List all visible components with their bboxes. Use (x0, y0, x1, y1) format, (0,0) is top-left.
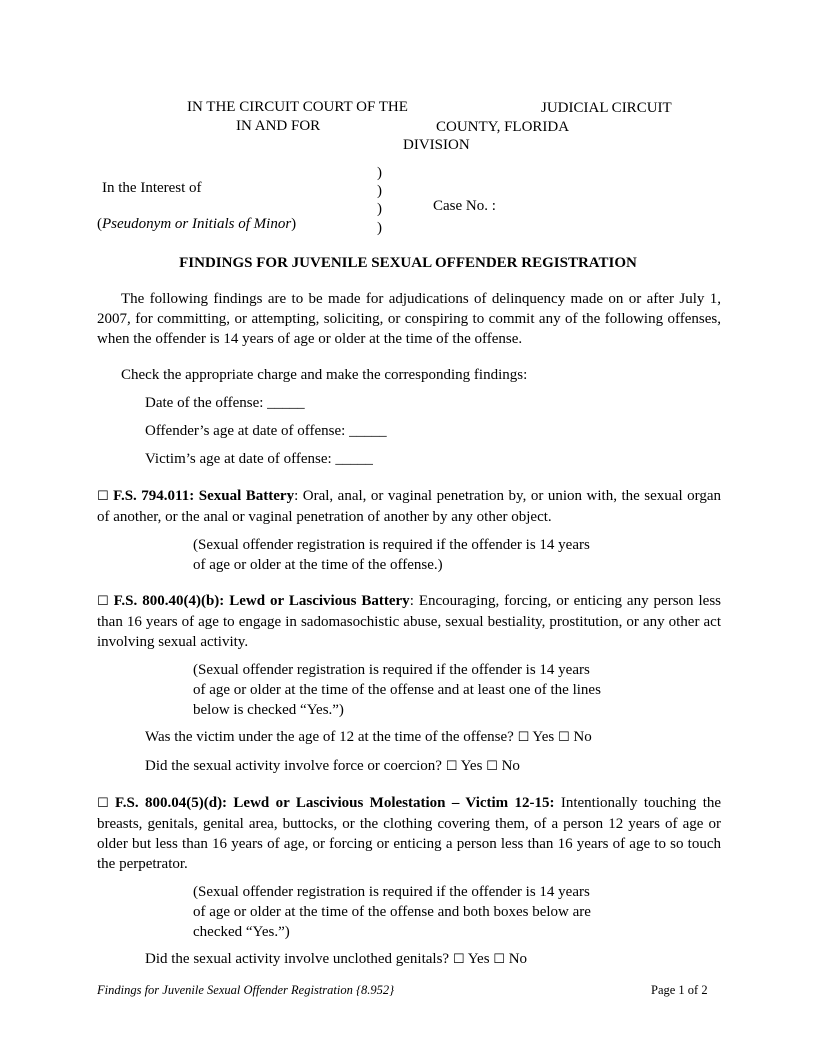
lewd-battery-checkbox[interactable]: ☐ (97, 594, 109, 609)
caption-paren: ) (377, 165, 382, 181)
section-heading: F.S. 800.40(4)(b): Lewd or Lascivious Battery (113, 593, 410, 609)
section-lewd-molestation: ☐ F.S. 800.04(5)(d): Lewd or Lascivious Molestation – Victim 12-15: Intentionally touching the breasts, genitals, genital area, buttocks, or the clothing covering them, of a person 12 years of age or older but less than 16 years of age, or forcing or enticing a person less than 16 years of age to so touch the perpetrator. (97, 795, 722, 872)
court-line: IN THE CIRCUIT COURT OF THE (187, 99, 408, 115)
interest-of-label: In the Interest of (102, 180, 202, 196)
footer-form-name: Findings for Juvenile Sexual Offender Registration {8.952} (97, 983, 395, 997)
q2-no-checkbox[interactable]: ☐ (486, 759, 498, 774)
intro-paragraph: The following findings are to be made for adjudications of delinquency made on or after July 1, 2007, for committing, or attempting, soliciting, or conspiring to commit any of the following offenses, when the offender is 14 years of age or older at the time of the offense. (97, 291, 721, 347)
county-label: COUNTY, FLORIDA (436, 119, 570, 135)
judicial-circuit-label: JUDICIAL CIRCUIT (541, 100, 672, 116)
caption-paren: ) (377, 201, 382, 217)
section-sexual-battery: ☐ F.S. 794.011: Sexual Battery: Oral, anal, or vaginal penetration by, or union with, the sexual organ of another, or the anal or vaginal penetration of another by any other object. (97, 488, 721, 525)
section-heading: F.S. 794.011: Sexual Battery (113, 488, 295, 504)
victim-age-field[interactable]: Victim’s age at date of offense: _____ (145, 451, 373, 467)
question-force-coercion: Did the sexual activity involve force or coercion? ☐ Yes ☐ No (145, 758, 520, 774)
registration-note: (Sexual offender registration is required if the offender is 14 years of age or older at the time of the offense.) (193, 537, 590, 573)
case-number-label: Case No. : (433, 198, 496, 214)
instructions: Check the appropriate charge and make the corresponding findings: (121, 367, 528, 383)
registration-note: (Sexual offender registration is required if the offender is 14 years of age or older at the time of the offense and at least one of the lines below is checked “Yes.”) (193, 662, 601, 718)
division-label: DIVISION (403, 137, 470, 153)
q2-yes-checkbox[interactable]: ☐ (445, 759, 458, 774)
q1-yes-checkbox[interactable]: ☐ (517, 730, 530, 745)
footer-page-number: Page 1 of 2 (651, 983, 708, 997)
registration-note: (Sexual offender registration is required if the offender is 14 years of age or older at the time of the offense and both boxes below are checked “Yes.”) (193, 884, 591, 940)
question-unclothed-genitals: Did the sexual activity involve unclothed genitals? ☐ Yes ☐ No (145, 951, 528, 967)
section-heading: F.S. 800.04(5)(d): Lewd or Lascivious Molestation – Victim 12-15: (115, 795, 555, 811)
pseudonym-label: (Pseudonym or Initials of Minor) (97, 216, 297, 232)
in-and-for-label: IN AND FOR (236, 118, 321, 134)
q3-no-checkbox[interactable]: ☐ (493, 952, 505, 967)
lewd-molestation-checkbox[interactable]: ☐ (97, 796, 109, 811)
date-of-offense-field[interactable]: Date of the offense: _____ (145, 395, 305, 411)
q3-yes-checkbox[interactable]: ☐ (452, 952, 465, 967)
q1-no-checkbox[interactable]: ☐ (558, 730, 570, 745)
offender-age-field[interactable]: Offender’s age at date of offense: _____ (145, 423, 387, 439)
question-victim-under-12: Was the victim under the age of 12 at the time of the offense? ☐ Yes ☐ No (145, 729, 592, 745)
caption-paren: ) (377, 183, 382, 199)
form-title: FINDINGS FOR JUVENILE SEXUAL OFFENDER REGISTRATION (179, 255, 637, 271)
caption-paren: ) (377, 220, 382, 236)
section-lewd-battery: ☐ F.S. 800.40(4)(b): Lewd or Lascivious Battery: Encouraging, forcing, or enticing any person less than 16 years of age to engage in sadomasochistic abuse, sexual bestiality, prostitution, or any other act involving sexual activity. (97, 593, 722, 650)
sexual-battery-checkbox[interactable]: ☐ (97, 489, 109, 504)
